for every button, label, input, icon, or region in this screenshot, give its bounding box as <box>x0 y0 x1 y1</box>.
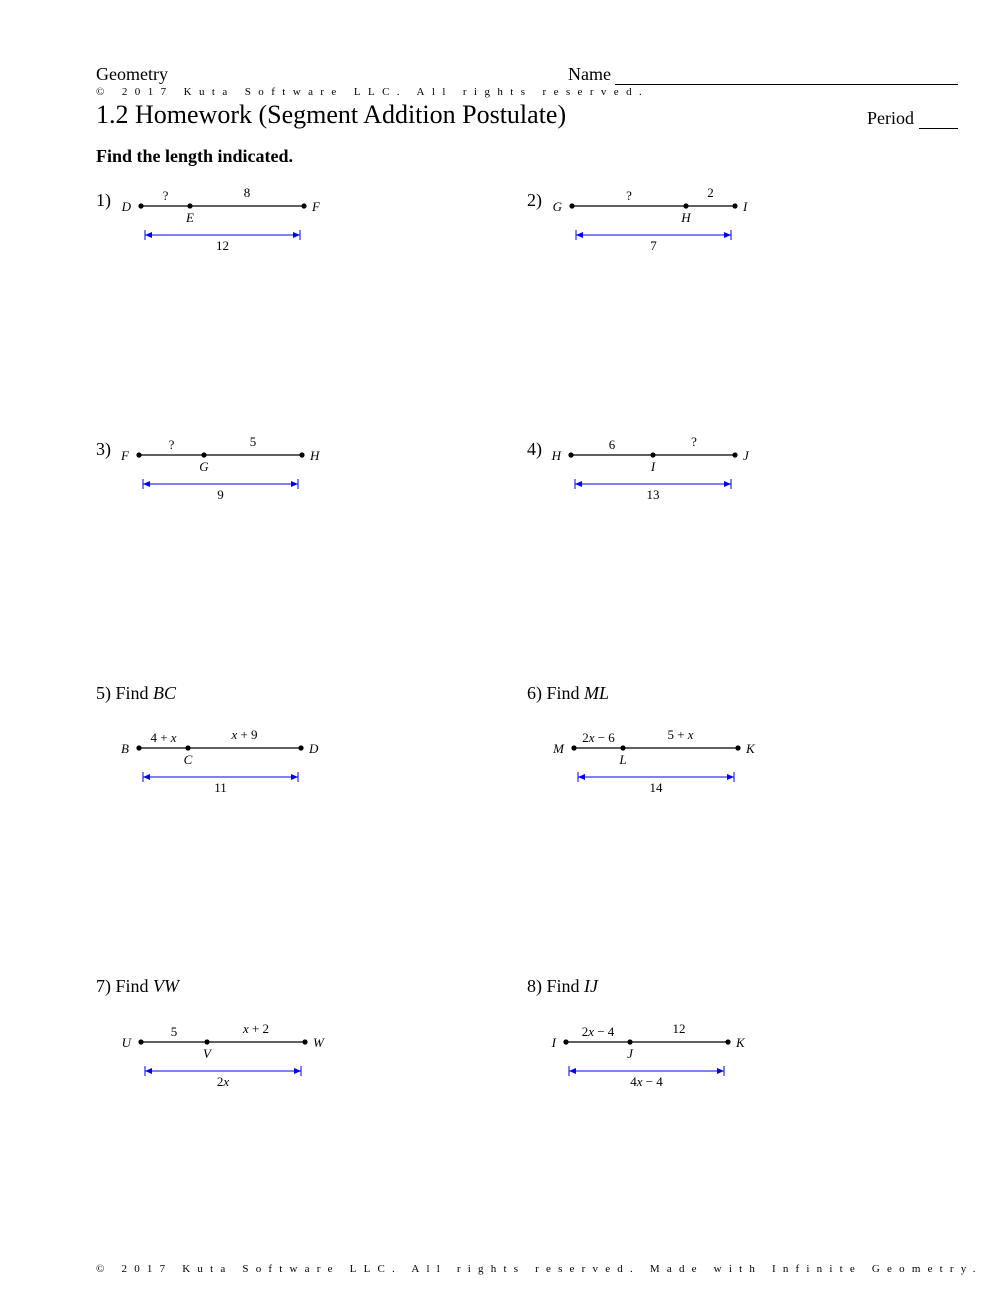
problem-5-find: Find <box>115 683 149 703</box>
copyright-footer: © 2017 Kuta Software LLC. All rights reserved. Made with Infinite Geometry. <box>96 1263 983 1275</box>
problem-5-point-right <box>298 745 303 750</box>
problem-2-point-left <box>569 203 574 208</box>
problem-2-point-right <box>732 203 737 208</box>
problem-1-point-right <box>301 203 306 208</box>
problem-1-right-point-label: F <box>312 199 320 214</box>
problem-8-left-length: 2x − 4 <box>581 1024 615 1039</box>
problem-7-measure-arrow-right <box>294 1068 301 1074</box>
problem-6-measure-arrow-right <box>727 774 734 780</box>
problem-5-mid-point-label: C <box>183 752 193 767</box>
problem-6-left-point-label: M <box>553 741 564 756</box>
problem-5-measure-arrow-right <box>291 774 298 780</box>
problem-4-right-length: ? <box>691 434 697 449</box>
problem-6-mid-point-label: L <box>619 752 627 767</box>
problem-6-number: 6) <box>527 683 542 703</box>
problem-1-mid-point-label: E <box>186 210 194 225</box>
problem-2-measure-arrow-left <box>576 232 583 238</box>
problem-3-measure-arrow-right <box>291 481 298 487</box>
problem-5-point-left <box>136 745 141 750</box>
problem-6-variable: ML <box>584 683 610 703</box>
problem-3-point-mid <box>201 452 206 457</box>
problem-4-point-left <box>568 452 573 457</box>
problem-8-right-length: 12 <box>672 1021 686 1036</box>
problem-6-measure-arrow-left <box>578 774 585 780</box>
problem-8-point-right <box>725 1039 730 1044</box>
problem-5-left-length: 4 + x <box>150 730 177 745</box>
problem-1-measure-arrow-right <box>293 232 300 238</box>
problem-6-right-length: 5 + x <box>667 727 694 742</box>
problem-7-point-mid <box>204 1039 209 1044</box>
problem-1-point-mid <box>187 203 192 208</box>
problem-6-total-length: 14 <box>649 780 663 795</box>
problem-2-right-length: 2 <box>707 185 714 200</box>
problem-1-point-left <box>138 203 143 208</box>
problem-2-right-point-label: I <box>743 199 748 214</box>
problem-3-total-length: 9 <box>217 487 224 502</box>
problem-4-measure-arrow-right <box>724 481 731 487</box>
subject-label: Geometry <box>96 64 168 84</box>
problem-8-variable: IJ <box>584 976 598 996</box>
period-label: Period <box>867 108 914 128</box>
problem-2-total-length: 7 <box>650 238 657 253</box>
problem-7-find: Find <box>115 976 149 996</box>
problem-6-point-mid <box>620 745 625 750</box>
problem-7-measure-arrow-left <box>145 1068 152 1074</box>
problem-3-point-left <box>136 452 141 457</box>
problem-3-mid-point-label: G <box>199 459 209 474</box>
problem-4-mid-point-label: I <box>650 459 656 474</box>
problem-3-point-right <box>299 452 304 457</box>
problem-7-total-length: 2x <box>216 1074 230 1089</box>
problem-4-right-point-label: J <box>743 448 749 463</box>
problem-6-point-left <box>571 745 576 750</box>
problem-7-point-left <box>138 1039 143 1044</box>
problem-5-left-point-label: B <box>121 741 129 756</box>
instructions: Find the length indicated. <box>96 146 294 166</box>
problem-7-left-point-label: U <box>121 1035 131 1050</box>
problem-5-right-point-label: D <box>309 741 319 756</box>
name-label: Name <box>568 64 611 84</box>
problem-4-point-right <box>732 452 737 457</box>
problem-7-number: 7) <box>96 976 111 996</box>
problem-1-left-point-label: D <box>121 199 131 214</box>
problem-6-right-point-label: K <box>746 741 755 756</box>
problem-3-left-length: ? <box>168 437 175 452</box>
problem-4-left-length: 6 <box>608 437 616 452</box>
problem-3-left-point-label: F <box>121 448 129 463</box>
problem-8-right-point-label: K <box>736 1035 745 1050</box>
problem-3-right-point-label: H <box>310 448 320 463</box>
problem-5-measure-arrow-left <box>143 774 150 780</box>
problem-8-mid-point-label: J <box>627 1046 633 1061</box>
problem-8-point-mid <box>627 1039 632 1044</box>
problem-8-point-left <box>563 1039 568 1044</box>
problem-2-number: 2) <box>527 190 542 210</box>
problem-3-measure-arrow-left <box>143 481 150 487</box>
problem-8-measure-arrow-right <box>717 1068 724 1074</box>
problem-2-left-length: ? <box>626 188 632 203</box>
problem-1-measure-arrow-left <box>145 232 152 238</box>
problem-8-left-point-label: I <box>551 1035 556 1050</box>
problem-7-mid-point-label: V <box>203 1046 211 1061</box>
problem-8-measure-arrow-left <box>569 1068 576 1074</box>
problem-4-total-length: 13 <box>646 487 660 502</box>
problem-8-number: 8) <box>527 976 542 996</box>
problem-8-total-length: 4x − 4 <box>630 1074 663 1089</box>
problem-4-number: 4) <box>527 439 542 459</box>
problem-5-right-length: x + 9 <box>231 727 258 742</box>
problem-7-variable: VW <box>153 976 180 996</box>
problem-3-number: 3) <box>96 439 111 459</box>
problem-4-point-mid <box>650 452 655 457</box>
problem-2-left-point-label: G <box>552 199 562 214</box>
problem-5-point-mid <box>185 745 190 750</box>
problem-5-number: 5) <box>96 683 111 703</box>
problem-6-find: Find <box>546 683 580 703</box>
problem-5-total-length: 11 <box>214 780 227 795</box>
problem-6-point-right <box>735 745 740 750</box>
problem-2-mid-point-label: H <box>681 210 691 225</box>
problem-2-measure-arrow-right <box>724 232 731 238</box>
worksheet-title: 1.2 Homework (Segment Addition Postulate) <box>96 100 567 129</box>
problem-4-measure-arrow-left <box>575 481 582 487</box>
problem-7-right-length: x + 2 <box>242 1021 270 1036</box>
problem-3-right-length: 5 <box>249 434 257 449</box>
problem-7-point-right <box>302 1039 307 1044</box>
problem-1-number: 1) <box>96 190 111 210</box>
problem-7-right-point-label: W <box>313 1035 324 1050</box>
copyright-header: © 2017 Kuta Software LLC. All rights reserved. <box>96 86 650 98</box>
problem-1-left-length: ? <box>162 188 169 203</box>
problem-2-point-mid <box>683 203 688 208</box>
problem-4-left-point-label: H <box>551 448 561 463</box>
problem-1-total-length: 12 <box>216 238 229 253</box>
problem-1-right-length: 8 <box>243 185 251 200</box>
problem-6-left-length: 2x − 6 <box>582 730 615 745</box>
problem-8-find: Find <box>546 976 580 996</box>
problem-5-variable: BC <box>153 683 177 703</box>
problem-7-left-length: 5 <box>170 1024 178 1039</box>
